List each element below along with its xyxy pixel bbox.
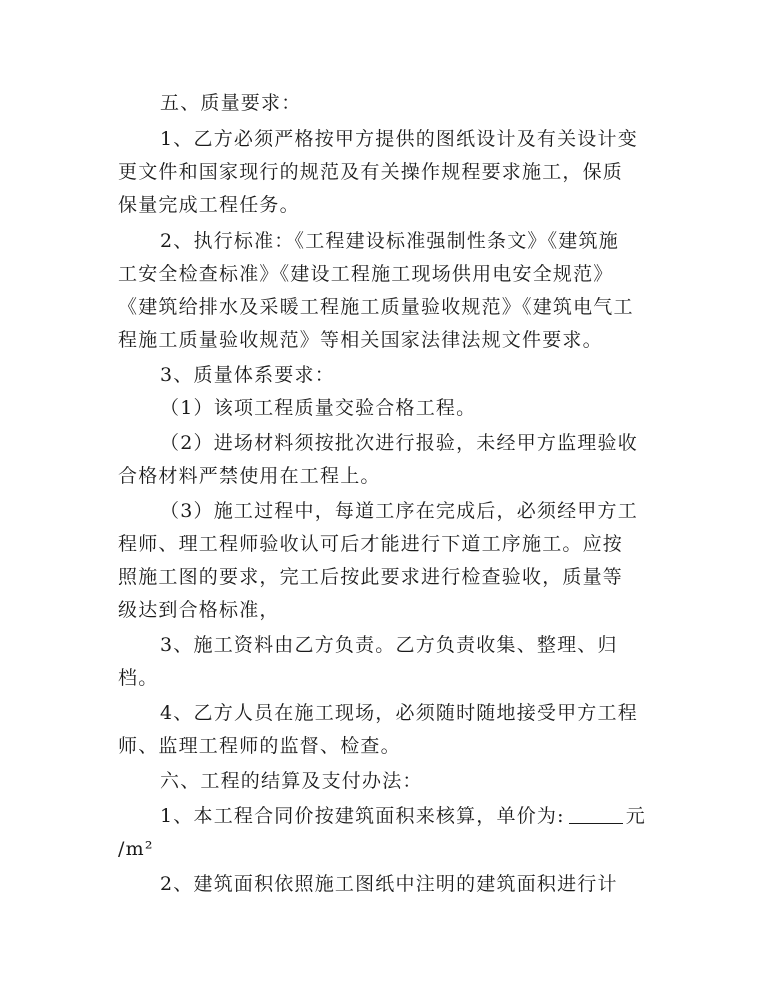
paragraph-line: 照施工图的要求，完工后按此要求进行检查验收，质量等 [118,566,624,588]
paragraph-line: 保量完成工程任务。 [118,194,300,216]
unit-price-blank [569,803,623,824]
section-heading-settlement: 六、工程的结算及支付办法： [160,770,423,792]
paragraph-line: 2、执行标准：《工程建设标准强制性条文》《建筑施 [160,230,619,252]
paragraph-line: 档。 [118,667,159,689]
paragraph-line: 程师、理工程师验收认可后才能进行下道工序施工。应按 [118,533,624,555]
paragraph-line: 程施工质量验收规范》等相关国家法律法规文件要求。 [118,329,603,351]
currency-unit: 元 [625,805,646,827]
paragraph-line: 1、乙方必须严格按甲方提供的图纸设计及有关设计变 [160,128,638,150]
paragraph-line: 师、监理工程师的监督、检查。 [118,735,401,757]
paragraph-line: 3、质量体系要求： [160,364,335,386]
unit-price-line [0,801,770,831]
unit-price-label: 1、本工程合同价按建筑面积来核算，单价为: [160,805,565,827]
area-unit: /m² [118,838,154,860]
paragraph-line: （1）该项工程质量交验合格工程。 [160,397,477,419]
paragraph-line: 4、乙方人员在施工现场，必须随时随地接受甲方工程 [160,702,638,724]
paragraph-line: 工安全检查标准》《建设工程施工现场供用电安全规范》 [118,263,614,285]
section-heading-quality: 五、质量要求： [160,92,302,114]
paragraph-line: 合格材料严禁使用在工程上。 [118,465,381,487]
paragraph-line: （2）进场材料须按批次进行报验，未经甲方监理验收 [160,432,638,454]
paragraph-line: 《建筑给排水及采暖工程施工质量验收规范》《建筑电气工 [118,296,634,318]
paragraph-line: 级达到合格标准， [118,599,280,621]
paragraph-line: 更文件和国家现行的规范及有关操作规程要求施工，保质 [118,161,624,183]
paragraph-line: 2、建筑面积依照施工图纸中注明的建筑面积进行计 [160,873,618,895]
paragraph-line: 3、施工资料由乙方负责。乙方负责收集、整理、归 [160,634,618,656]
paragraph-line: （3）施工过程中，每道工序在完成后，必须经甲方工 [160,500,638,522]
